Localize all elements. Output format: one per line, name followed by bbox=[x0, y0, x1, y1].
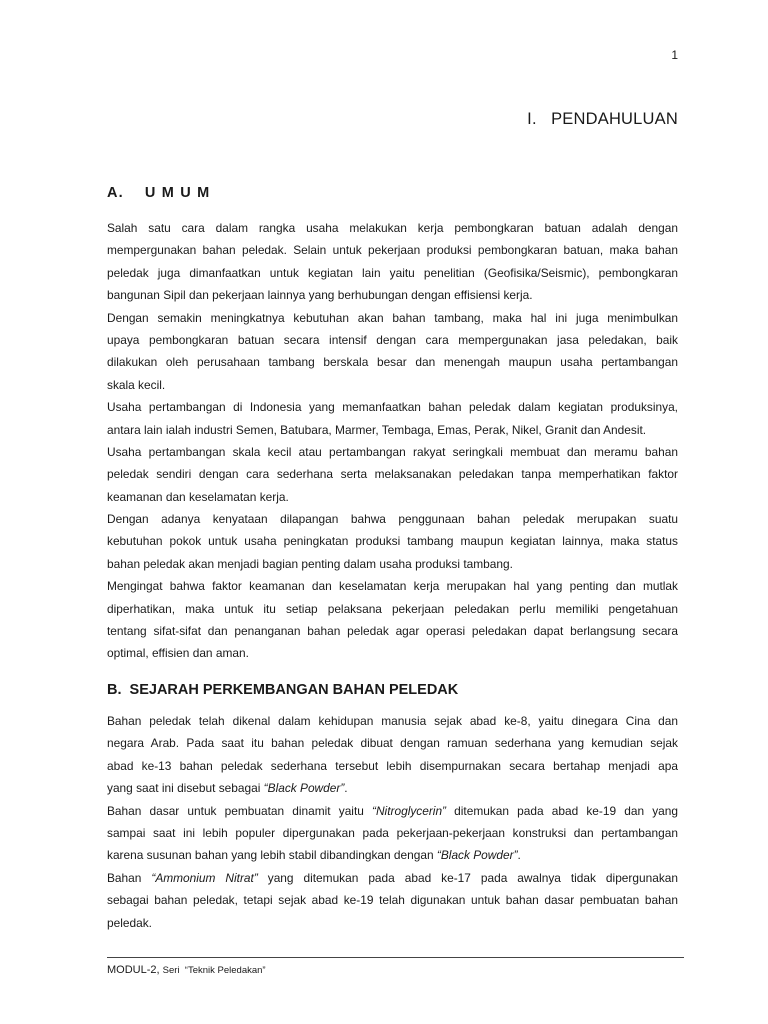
paragraph bbox=[107, 867, 678, 934]
text-line: antara lain ialah industri Semen, Batubara, Marmer, Tembaga, Emas, Perak, Nikel, Granit dan Andesit. bbox=[107, 422, 647, 437]
section-heading-umum: A. U M U M bbox=[107, 185, 211, 201]
text-line: dilakukan oleh perusahaan tambang berskala besar dan menengah maupun usaha pertambangan bbox=[107, 355, 678, 370]
paragraph bbox=[107, 508, 678, 575]
text-line: Usaha pertambangan skala kecil atau pertambangan rakyat seringkali membuat dan meramu bahan bbox=[107, 444, 678, 459]
text-line: upaya pembongkaran batuan secara intensif dengan cara mempergunakan jasa peledakan, baik bbox=[107, 332, 678, 347]
paragraph bbox=[107, 800, 678, 867]
text-line: Dengan adanya kenyataan dilapangan bahwa penggunaan bahan peledak merupakan suatu bbox=[107, 512, 678, 527]
text-line: optimal, effisien dan aman. bbox=[107, 646, 249, 661]
text-line: kebutuhan pokok untuk usaha peningkatan produksi tambang maupun kegiatan lainnya, maka status bbox=[107, 534, 678, 549]
text-line: peledak sendiri dengan cara sederhana serta melaksanakan peledakan tanpa memperhatikan faktor bbox=[107, 467, 678, 482]
paragraph bbox=[107, 307, 678, 397]
paragraph bbox=[107, 441, 678, 508]
text-line: yang saat ini disebut sebagai “Black Powder”. bbox=[107, 781, 348, 796]
text-line: Usaha pertambangan di Indonesia yang memanfaatkan bahan peledak dalam kegiatan produksinya, bbox=[107, 400, 678, 415]
text-line: Salah satu cara dalam rangka usaha melakukan kerja pembongkaran batuan adalah dengan bbox=[107, 221, 678, 235]
text-line: keamanan dan keselamatan kerja. bbox=[107, 489, 289, 504]
paragraph bbox=[107, 217, 678, 307]
paragraph bbox=[107, 575, 678, 665]
paragraph bbox=[107, 396, 678, 441]
text-line: skala kecil. bbox=[107, 377, 166, 392]
text-line: Bahan dasar untuk pembuatan dinamit yaitu “Nitroglycerin” ditemukan pada abad ke-19 dan yang bbox=[107, 803, 678, 818]
text-line: Mengingat bahwa faktor keamanan dan keselamatan kerja merupakan hal yang penting dan mutlak bbox=[107, 579, 678, 594]
footer-series: Seri “Teknik Peledakan” bbox=[162, 965, 266, 976]
section-body-sejarah bbox=[107, 710, 678, 934]
text-line: diperhatikan, maka untuk itu setiap pelaksana pekerjaan peledakan perlu memiliki pengetahuan bbox=[107, 601, 678, 616]
page-number: 1 bbox=[671, 48, 678, 62]
text-line: Dengan semakin meningkatnya kebutuhan akan bahan tambang, maka hal ini juga menimbulkan bbox=[107, 310, 678, 325]
text-line: negara Arab. Pada saat itu bahan peledak dibuat dengan ramuan sederhana yang kemudian sejak bbox=[107, 736, 678, 751]
text-line: bahan peledak akan menjadi bagian penting dalam usaha produksi tambang. bbox=[107, 556, 513, 571]
section-heading-sejarah: B. SEJARAH PERKEMBANGAN BAHAN PELEDAK bbox=[107, 682, 459, 698]
footer-module: MODUL-2, bbox=[107, 964, 160, 976]
text-line: peledak. bbox=[107, 915, 152, 930]
text-line: sebagai bahan peledak, tetapi sejak abad ke-19 telah digunakan untuk bahan dasar pembuatan bahan bbox=[107, 893, 678, 908]
text-line: bangunan Sipil dan pekerjaan lainnya yang berhubungan dengan effisiensi kerja. bbox=[107, 288, 533, 303]
text-line: sampai saat ini lebih populer dipergunakan pada pekerjaan-pekerjaan konstruksi dan pertambangan bbox=[107, 825, 678, 840]
section-body-umum bbox=[107, 217, 678, 665]
page-footer bbox=[107, 964, 266, 976]
chapter-title: I. PENDAHULUAN bbox=[527, 110, 678, 128]
text-line: tentang sifat-sifat dan penanganan bahan peledak agar operasi peledakan dapat berlangsung secara bbox=[107, 624, 678, 639]
text-line: abad ke-13 bahan peledak sederhana tersebut lebih disempurnakan secara bertahap menjadi apa bbox=[107, 758, 678, 773]
text-line: karena susunan bahan yang lebih stabil dibandingkan dengan “Black Powder”. bbox=[107, 848, 521, 863]
text-line: Bahan “Ammonium Nitrat” yang ditemukan pada abad ke-17 pada awalnya tidak dipergunakan bbox=[107, 870, 678, 885]
text-line: mempergunakan bahan peledak. Selain untuk pekerjaan produksi pembongkaran batuan, maka bahan bbox=[107, 243, 678, 258]
text-line: Bahan peledak telah dikenal dalam kehidupan manusia sejak abad ke-8, yaitu dinegara Cina dan bbox=[107, 714, 678, 728]
text-line: peledak juga dimanfaatkan untuk kegiatan lain yaitu penelitian (Geofisika/Seismic), pembongkaran bbox=[107, 265, 678, 280]
footer-rule bbox=[107, 957, 684, 958]
paragraph bbox=[107, 710, 678, 800]
